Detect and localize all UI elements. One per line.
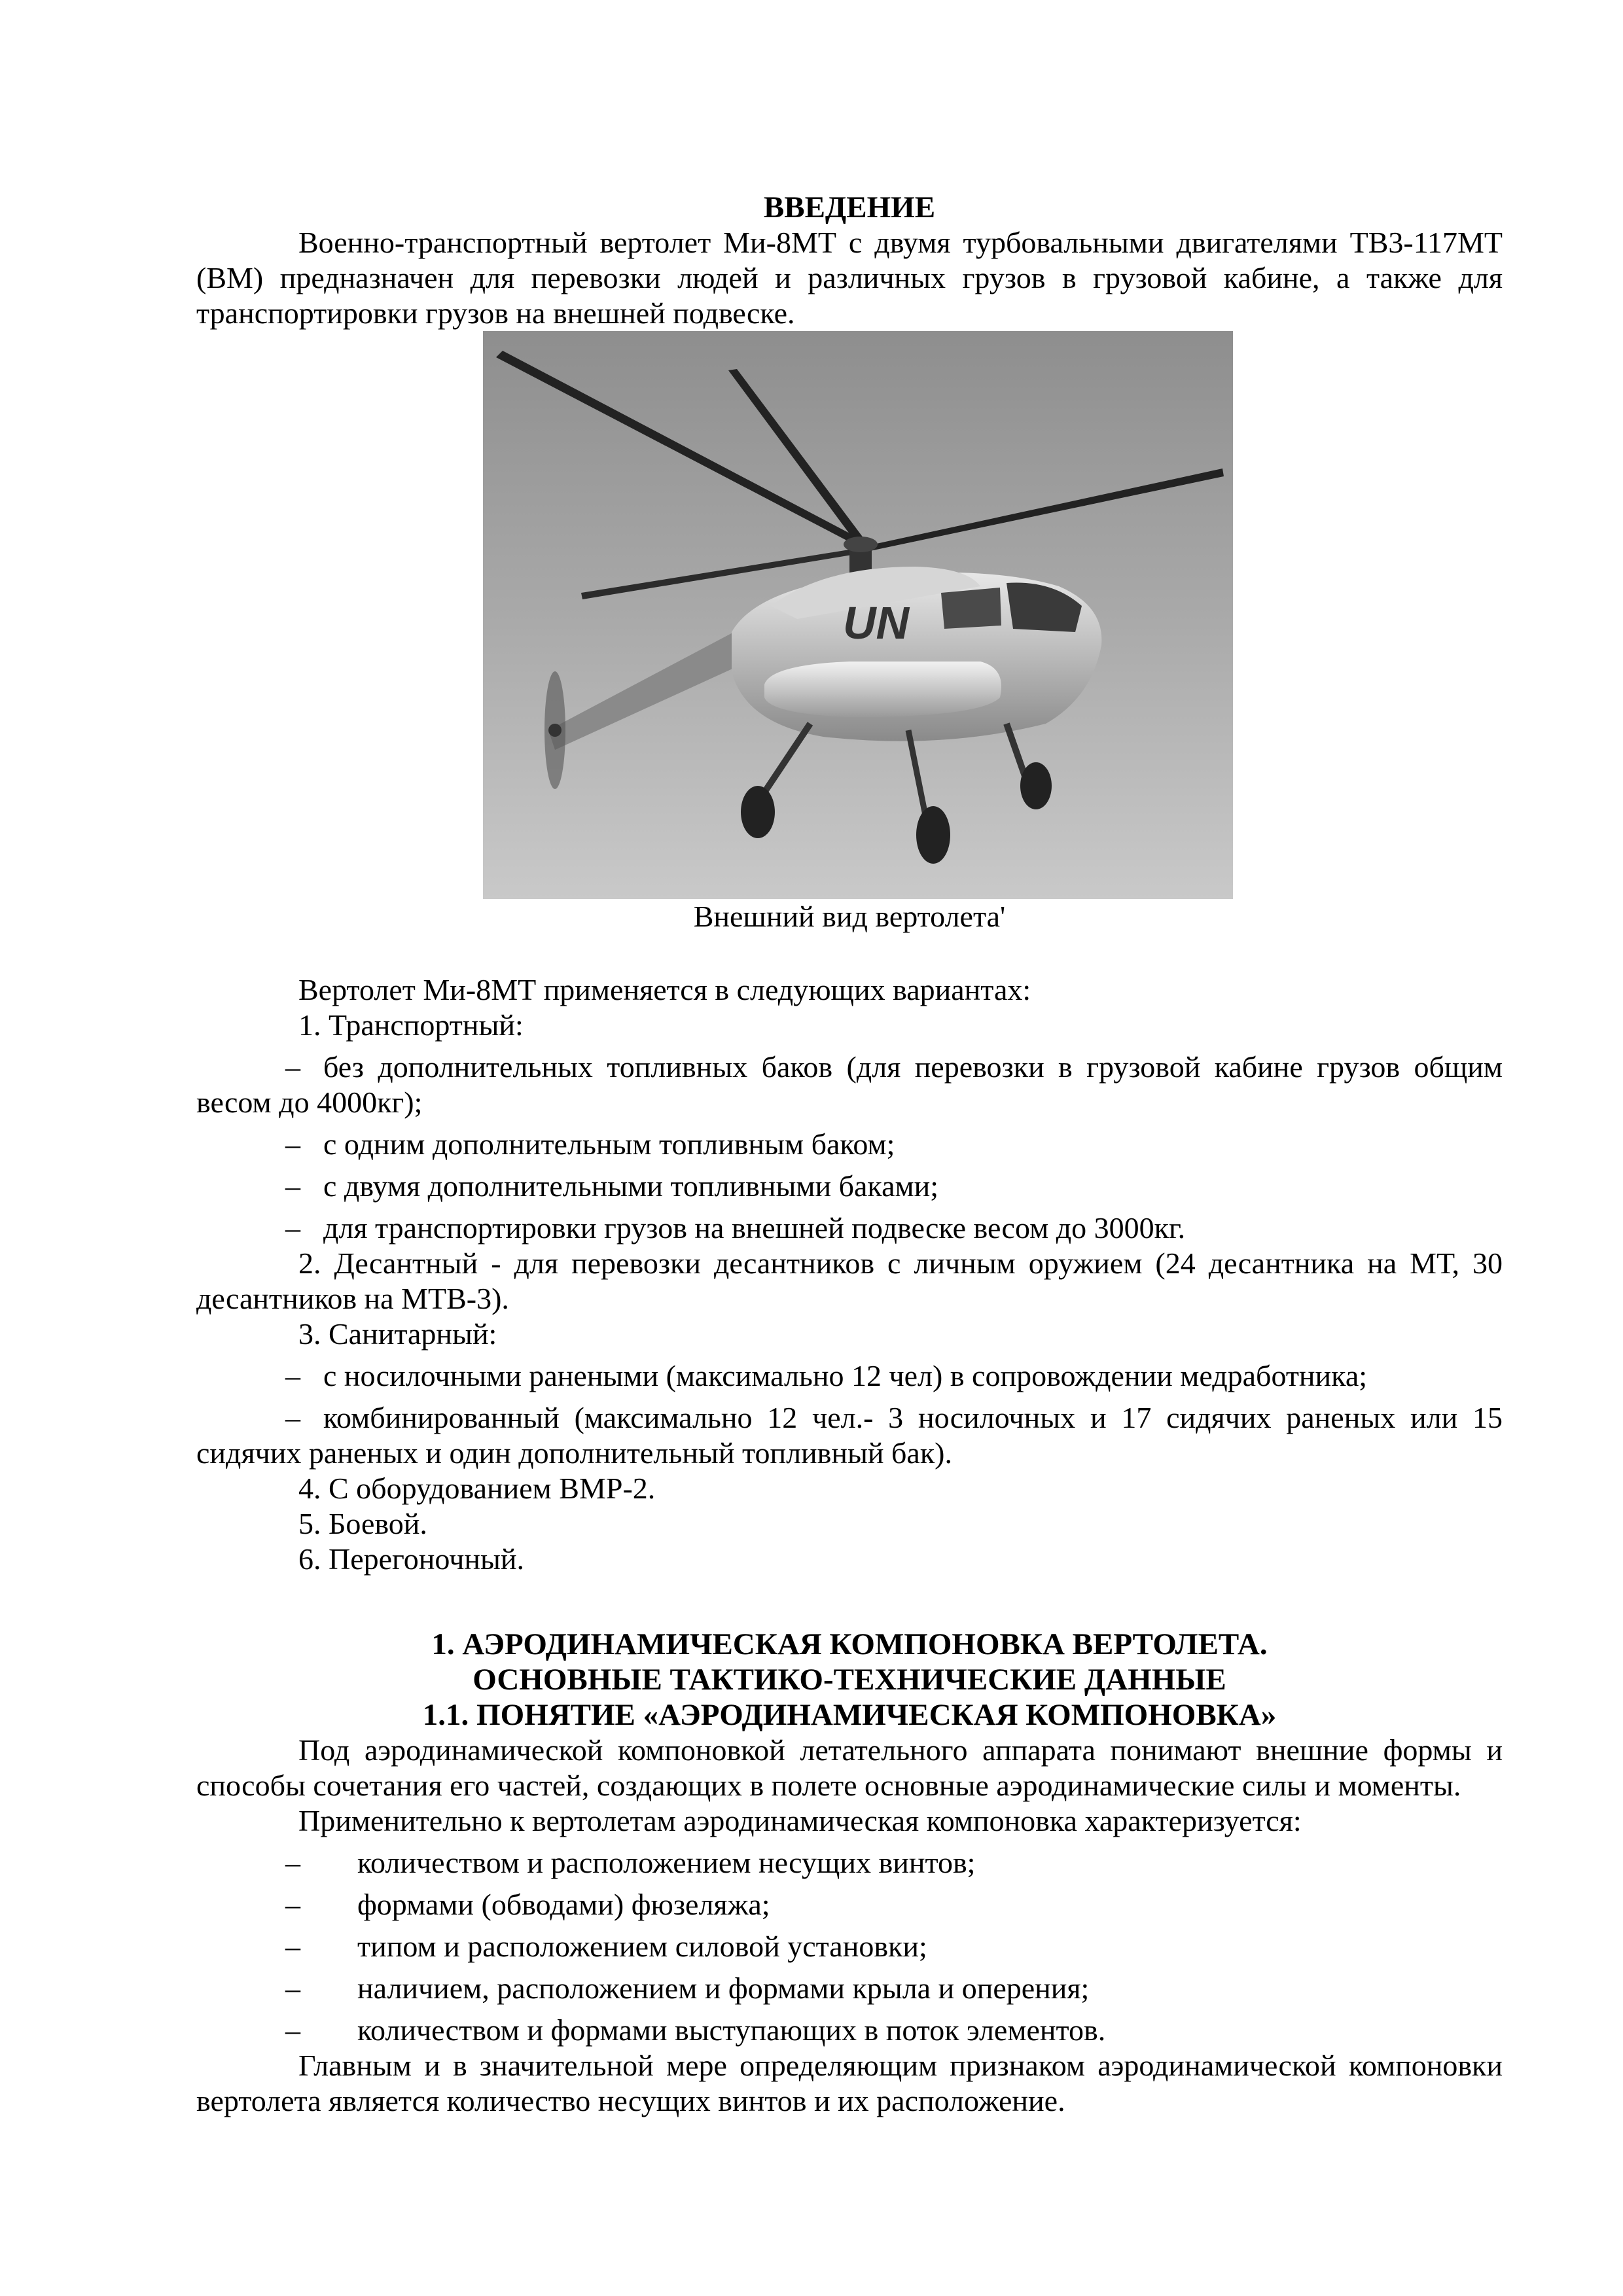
helicopter-photo: [483, 331, 1233, 899]
list-item: – формами (обводами) фюзеляжа;: [285, 1888, 770, 1921]
section-heading-2: ОСНОВНЫЕ ТАКТИКО-ТЕХНИЧЕСКИЕ ДАННЫЕ: [473, 1663, 1226, 1697]
variants-list: [196, 1008, 1503, 1577]
dash-bullet: –: [285, 1359, 300, 1392]
list-item: 5. Боевой.: [298, 1507, 427, 1540]
list-item: – без дополнительных топливных баков (для перевозки в грузовой кабине грузов общим весом до 4000кг);: [196, 1050, 1503, 1119]
dash-bullet: –: [285, 1127, 300, 1161]
document-page: [196, 190, 1503, 2119]
dash-bullet: –: [285, 1169, 300, 1203]
section-paragraph-3: Главным и в значительной мере определяющим признаком аэродинамической компоновки вертолета является количество несущих винтов и их расположение.: [196, 2049, 1503, 2117]
list-item: – типом и расположением силовой установки;: [285, 1930, 927, 1963]
dash-bullet: –: [285, 1846, 300, 1879]
list-item: 3. Санитарный:: [298, 1317, 497, 1351]
dash-bullet: –: [285, 1888, 300, 1921]
variants-lead: Вертолет Ми-8МТ применяется в следующих вариантах:: [298, 973, 1031, 1006]
dash-bullet: –: [285, 1930, 300, 1963]
section-paragraph-2: Применительно к вертолетам аэродинамическая компоновка характеризуется:: [298, 1804, 1302, 1837]
section-heading-1: 1. АЭРОДИНАМИЧЕСКАЯ КОМПОНОВКА ВЕРТОЛЕТА.: [431, 1627, 1268, 1661]
list-item: – с двумя дополнительными топливными баками;: [285, 1169, 938, 1203]
intro-paragraph: Военно-транспортный вертолет Ми-8МТ с двумя турбовальными двигателями ТВ3-117МТ (ВМ) предназначен для перевозки людей и различных грузов в грузовой кабине, а также для транспортировки грузов на внешней подвеске.: [196, 226, 1503, 330]
list-item: 4. С оборудованием ВМР-2.: [298, 1472, 656, 1505]
figure-caption: Внешний вид вертолета': [693, 900, 1006, 933]
dash-bullet: –: [285, 1401, 300, 1434]
dash-bullet: –: [285, 1971, 300, 2005]
list-item: – с одним дополнительным топливным баком;: [285, 1127, 895, 1161]
characteristics-list: [196, 1845, 1503, 2048]
section-paragraph-1: Под аэродинамической компоновкой летательного аппарата понимают внешние формы и способы сочетания его частей, создающих в полете основные аэродинамические силы и моменты.: [196, 1733, 1503, 1802]
dash-bullet: –: [285, 1211, 300, 1245]
helicopter-image: [483, 331, 1233, 899]
list-item: 2. Десантный - для перевозки десантников с личным оружием (24 десантника на МТ, 30 десантников на МТВ-3).: [196, 1246, 1503, 1315]
dash-bullet: –: [285, 2013, 300, 2047]
list-item: – наличием, расположением и формами крыла и оперения;: [285, 1971, 1090, 2005]
list-item: – комбинированный (максимально 12 чел.- 3 носилочных и 17 сидячих раненых или 15 сидячих раненых и один дополнительный топливный бак).: [196, 1401, 1503, 1470]
dash-bullet: –: [285, 1050, 300, 1084]
fuselage-text: UN: [843, 597, 910, 648]
section-subheading: 1.1. ПОНЯТИЕ «АЭРОДИНАМИЧЕСКАЯ КОМПОНОВКА»: [422, 1698, 1277, 1732]
list-item: 6. Перегоночный.: [298, 1542, 524, 1576]
intro-title: ВВЕДЕНИЕ: [763, 190, 936, 224]
list-item: 1. Транспортный:: [298, 1008, 524, 1042]
list-item: – с носилочными ранеными (максимально 12 чел) в сопровождении медработника;: [285, 1359, 1368, 1392]
list-item: – для транспортировки грузов на внешней подвеске весом до 3000кг.: [285, 1211, 1186, 1245]
list-item: – количеством и формами выступающих в поток элементов.: [285, 2013, 1106, 2047]
list-item: – количеством и расположением несущих винтов;: [285, 1846, 976, 1879]
